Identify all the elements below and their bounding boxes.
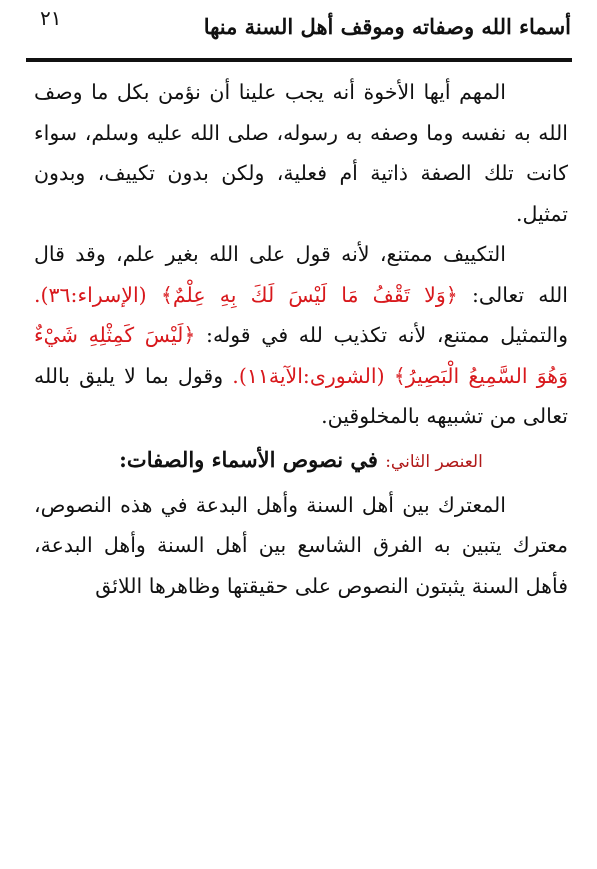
paragraph-2 [34, 234, 568, 437]
page-body [34, 72, 568, 606]
page-header [26, 6, 571, 56]
header-rule [26, 58, 572, 62]
paragraph-2-end: وقول بما لا يليق بالله تعالى من تشبيهه بالمخلوقين. [34, 363, 568, 428]
quran-verse-shura: ﴿لَيْسَ كَمِثْلِهِ شَيْءٌ وَهُوَ السَّمِيعُ الْبَصِيرُ﴾ (الشورى:الآية١١). [34, 323, 569, 388]
section-title: في نصوص الأسماء والصفات: [119, 446, 386, 472]
page-number: ٢١ [40, 6, 62, 30]
paragraph-2-start: التكييف ممتنع، لأنه قول على الله بغير علم، وقد قال الله تعالى: [34, 242, 568, 307]
section-heading [34, 437, 568, 485]
quran-verse-isra: ﴿وَلا تَقْفُ مَا لَيْسَ لَكَ بِهِ عِلْمٌ﴾ (الإسراء:٣٦). [34, 282, 458, 307]
section-label: العنصر الثاني: [385, 451, 483, 472]
paragraph-1: المهم أيها الأخوة أنه يجب علينا أن نؤمن بكل ما وصف الله به نفسه وما وصفه به رسوله، صلى الله عليه وسلم، سواء كانت تلك الصفة ذاتية أم فعلية، ولكن بدون تكييف، وبدون تمثيل. [34, 80, 568, 226]
paragraph-3: المعترك بين أهل السنة وأهل البدعة في هذه النصوص، معترك يتبين به الفرق الشاسع بين أهل السنة وأهل البدعة، فأهل السنة يثبتون النصوص على حقيقتها وظاهرها اللائق [34, 492, 568, 598]
paragraph-2-middle: والتمثيل ممتنع، لأنه تكذيب لله في قوله: [195, 323, 568, 347]
running-title: أسماء الله وصفاته وموقف أهل السنة منها [203, 14, 571, 39]
